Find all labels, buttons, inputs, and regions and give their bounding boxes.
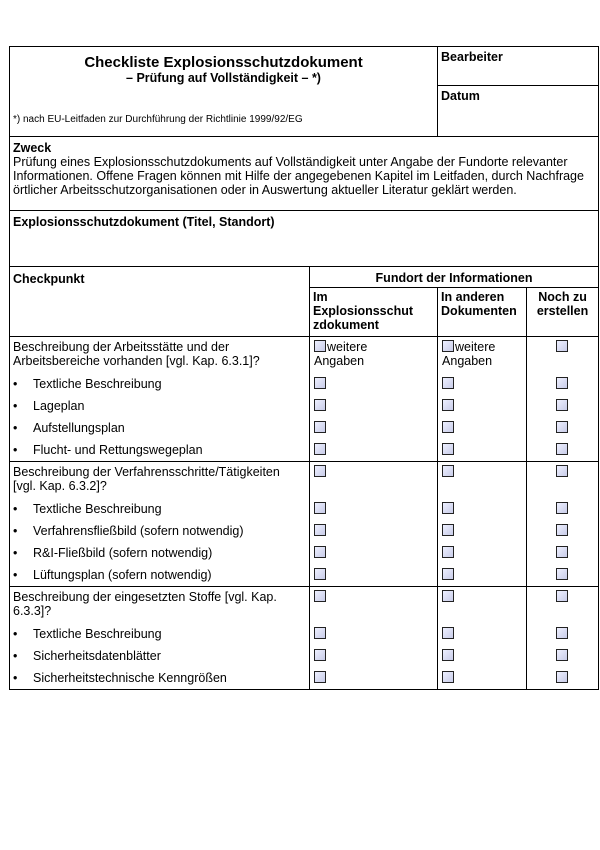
list-item: • Sicherheitsdatenblätter <box>10 645 310 667</box>
checkbox-andere[interactable] <box>442 340 454 352</box>
bearbeiter-label: Bearbeiter <box>441 50 503 64</box>
col-im-dokument-l1: Im <box>313 290 328 304</box>
checkbox-im-dokument[interactable] <box>314 568 326 580</box>
col-checkpunkt-label: Checkpunkt <box>13 272 85 286</box>
checkbox-im-dokument[interactable] <box>314 465 326 477</box>
cell-andere <box>438 337 527 374</box>
checkbox-im-dokument[interactable] <box>314 421 326 433</box>
col-noch-zu-erstellen <box>527 288 599 337</box>
checkbox-im-dokument[interactable] <box>314 377 326 389</box>
checkbox-im-dokument[interactable] <box>314 443 326 455</box>
col-im-dokument <box>310 288 438 337</box>
extra-label-l2: Angaben <box>314 354 365 368</box>
document-title-field[interactable] <box>10 211 599 267</box>
section-heading: Beschreibung der eingesetzten Stoffe [vgl. Kap. 6.3.3]? <box>10 587 310 624</box>
checkbox-andere[interactable] <box>442 568 454 580</box>
col-noch-l1: Noch zu <box>538 290 587 304</box>
list-item: • Lüftungsplan (sofern notwendig) <box>10 564 310 587</box>
col-noch-l2: erstellen <box>536 304 589 318</box>
checkbox-andere[interactable] <box>442 627 454 639</box>
list-item-label: Sicherheitsdatenblätter <box>33 649 161 663</box>
col-checkpunkt <box>10 267 310 337</box>
page-subtitle: – Prüfung auf Vollständigkeit – *) <box>126 71 321 85</box>
list-item: • Aufstellungsplan <box>10 417 310 439</box>
col-im-dokument-l3: zdokument <box>313 318 379 332</box>
checkbox-andere[interactable] <box>442 377 454 389</box>
checkbox-noch[interactable] <box>556 399 568 411</box>
list-item: • Flucht- und Rettungswegeplan <box>10 439 310 462</box>
list-item-label: Flucht- und Rettungswegeplan <box>33 443 203 457</box>
list-item-label: Lüftungsplan (sofern notwendig) <box>33 568 212 582</box>
checkbox-andere[interactable] <box>442 465 454 477</box>
col-andere-l2: Dokumenten <box>441 304 517 318</box>
list-item: • Textliche Beschreibung <box>10 498 310 520</box>
list-item-label: Textliche Beschreibung <box>33 502 162 516</box>
checkbox-noch[interactable] <box>556 671 568 683</box>
checkbox-im-dokument[interactable] <box>314 590 326 602</box>
title-block <box>10 47 438 137</box>
page-title: Checkliste Explosionsschutzdokument <box>84 54 363 71</box>
checkbox-noch[interactable] <box>556 502 568 514</box>
cell-noch <box>527 337 599 374</box>
checkbox-noch[interactable] <box>556 649 568 661</box>
checkbox-im-dokument[interactable] <box>314 502 326 514</box>
cell-im-dokument <box>310 337 438 374</box>
datum-field[interactable] <box>438 86 599 137</box>
zweck-section <box>10 137 599 211</box>
list-item: • Textliche Beschreibung <box>10 373 310 395</box>
list-item-label: Aufstellungsplan <box>33 421 125 435</box>
checkbox-andere[interactable] <box>442 546 454 558</box>
col-im-dokument-l2: Explosionsschut <box>313 304 414 318</box>
extra-label-l1: weitere <box>327 340 368 354</box>
zweck-text: Prüfung eines Explosionsschutzdokuments auf Vollständigkeit unter Angabe der Fundorte relevanter Informationen. Offene Fragen können mit Hilfe der angegebenen Kapitel im Leitfaden, durch Nachfrage örtlicher Arbeitsschutzorganisationen oder in Auswertung aktueller Literatur geklärt werden. <box>13 155 584 197</box>
extra-label-l1: weitere <box>455 340 496 354</box>
checkbox-andere[interactable] <box>442 590 454 602</box>
checkbox-noch[interactable] <box>556 568 568 580</box>
list-item-label: Sicherheitstechnische Kenngrößen <box>33 671 227 685</box>
footnote: *) nach EU-Leitfaden zur Durchführung der Richtlinie 1999/92/EG <box>13 114 303 125</box>
list-item: • R&I-Fließbild (sofern notwendig) <box>10 542 310 564</box>
checkbox-andere[interactable] <box>442 443 454 455</box>
checkbox-noch[interactable] <box>556 465 568 477</box>
list-item: • Sicherheitstechnische Kenngrößen <box>10 667 310 690</box>
zweck-label: Zweck <box>13 141 52 155</box>
bearbeiter-field[interactable] <box>438 47 599 86</box>
checkbox-noch[interactable] <box>556 627 568 639</box>
list-item-label: Textliche Beschreibung <box>33 377 162 391</box>
checkbox-im-dokument[interactable] <box>314 340 326 352</box>
checkbox-andere[interactable] <box>442 421 454 433</box>
checkbox-noch[interactable] <box>556 524 568 536</box>
extra-label-l2: Angaben <box>442 354 493 368</box>
list-item: • Verfahrensfließbild (sofern notwendig) <box>10 520 310 542</box>
checkbox-im-dokument[interactable] <box>314 649 326 661</box>
checkbox-im-dokument[interactable] <box>314 399 326 411</box>
list-item-label: R&I-Fließbild (sofern notwendig) <box>33 546 213 560</box>
col-fundort <box>310 267 599 288</box>
list-item-label: Lageplan <box>33 399 85 413</box>
checklist-table <box>9 46 599 690</box>
list-item: • Lageplan <box>10 395 310 417</box>
list-item-label: Verfahrensfließbild (sofern notwendig) <box>33 524 244 538</box>
checkbox-noch[interactable] <box>556 590 568 602</box>
checkbox-noch[interactable] <box>556 340 568 352</box>
section-heading: Beschreibung der Verfahrensschritte/Tätigkeiten [vgl. Kap. 6.3.2]? <box>10 462 310 499</box>
checkbox-noch[interactable] <box>556 421 568 433</box>
checkbox-andere[interactable] <box>442 649 454 661</box>
checkbox-im-dokument[interactable] <box>314 627 326 639</box>
col-andere-l1: In anderen <box>441 290 505 304</box>
checkbox-im-dokument[interactable] <box>314 671 326 683</box>
checkbox-andere[interactable] <box>442 671 454 683</box>
checkbox-noch[interactable] <box>556 546 568 558</box>
checkbox-noch[interactable] <box>556 443 568 455</box>
checkbox-andere[interactable] <box>442 524 454 536</box>
col-fundort-label: Fundort der Informationen <box>375 271 533 285</box>
col-andere-dokumente <box>438 288 527 337</box>
document-title-label: Explosionsschutzdokument (Titel, Standort) <box>13 215 275 229</box>
checkbox-andere[interactable] <box>442 399 454 411</box>
datum-label: Datum <box>441 89 480 103</box>
list-item: • Textliche Beschreibung <box>10 623 310 645</box>
checkbox-noch[interactable] <box>556 377 568 389</box>
checkbox-andere[interactable] <box>442 502 454 514</box>
checkbox-im-dokument[interactable] <box>314 546 326 558</box>
checkbox-im-dokument[interactable] <box>314 524 326 536</box>
list-item-label: Textliche Beschreibung <box>33 627 162 641</box>
section-heading: Beschreibung der Arbeitsstätte und der Arbeitsbereiche vorhanden [vgl. Kap. 6.3.1]? <box>10 337 310 374</box>
